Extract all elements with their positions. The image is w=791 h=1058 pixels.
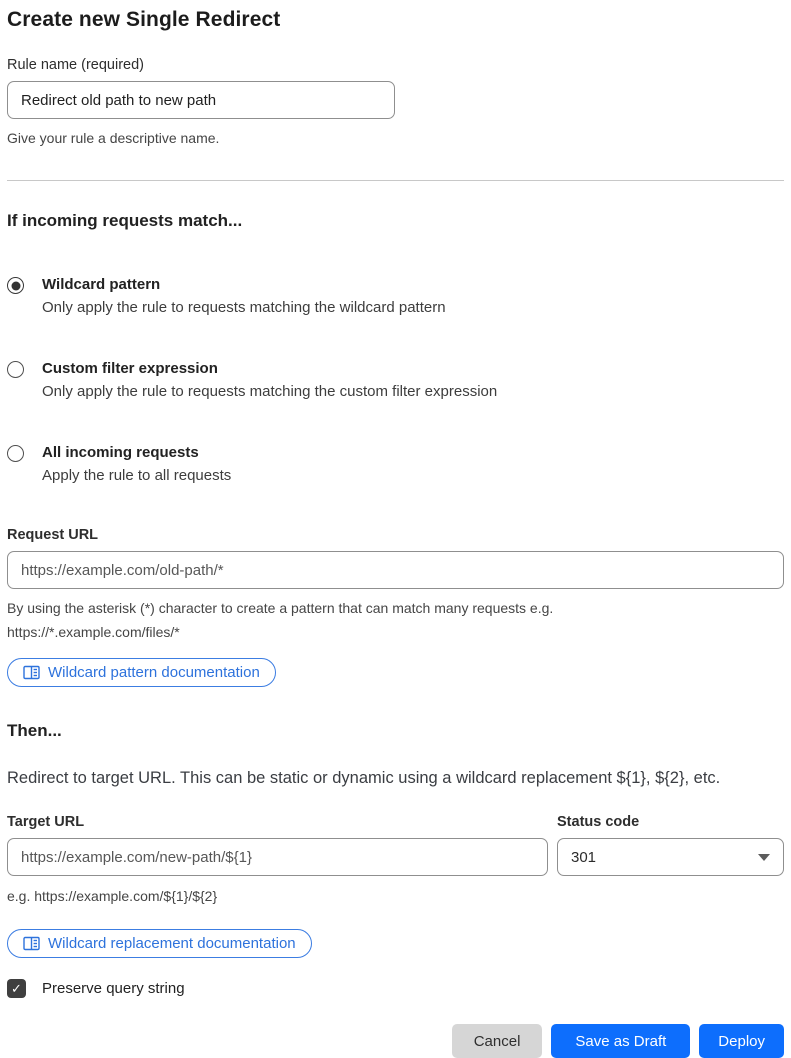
doc-button-label: Wildcard pattern documentation: [48, 664, 260, 681]
preserve-query-checkbox[interactable]: ✓: [7, 979, 26, 998]
preserve-query-row: [7, 979, 784, 998]
radio-label: Custom filter expression: [42, 360, 218, 377]
footer-actions: [7, 1024, 784, 1058]
radio-label: Wildcard pattern: [42, 276, 161, 293]
radio-option-custom-filter[interactable]: [7, 359, 784, 403]
target-row: [7, 788, 784, 908]
radio-button-icon[interactable]: [7, 445, 24, 462]
cancel-button[interactable]: Cancel: [452, 1024, 543, 1058]
target-url-input[interactable]: [7, 838, 548, 876]
status-code-label: Status code: [557, 814, 640, 830]
radio-description: Only apply the rule to requests matching the wildcard pattern: [42, 299, 446, 316]
radio-button-icon[interactable]: [7, 277, 24, 294]
request-url-label: Request URL: [7, 527, 99, 543]
request-url-helper-line1: By using the asterisk (*) character to create a pattern that can match many requests e.g.: [7, 600, 554, 616]
book-open-icon: [23, 936, 40, 951]
radio-option-all-requests[interactable]: [7, 443, 784, 487]
then-section-heading: Then...: [7, 721, 62, 740]
section-divider: [7, 180, 784, 181]
then-description: Redirect to target URL. This can be static or dynamic using a wildcard replacement ${1}, ${2}, etc.: [7, 769, 721, 787]
save-as-draft-button[interactable]: Save as Draft: [551, 1024, 690, 1058]
chevron-down-icon: [758, 854, 770, 861]
radio-label: All incoming requests: [42, 444, 199, 461]
radio-description: Apply the rule to all requests: [42, 467, 232, 484]
rule-name-input[interactable]: [7, 81, 395, 119]
wildcard-pattern-docs-button[interactable]: [7, 658, 276, 687]
doc-button-label: Wildcard replacement documentation: [48, 935, 296, 952]
wildcard-replacement-docs-button[interactable]: [7, 929, 312, 958]
status-code-value: 301: [571, 848, 597, 866]
page-title: Create new Single Redirect: [7, 8, 281, 31]
preserve-query-label: Preserve query string: [42, 980, 185, 997]
radio-option-wildcard-pattern[interactable]: [7, 275, 784, 319]
match-section-heading: If incoming requests match...: [7, 211, 243, 230]
target-url-helper: e.g. https://example.com/${1}/${2}: [7, 888, 218, 904]
deploy-button[interactable]: Deploy: [699, 1024, 784, 1058]
rule-name-helper: Give your rule a descriptive name.: [7, 130, 220, 146]
radio-button-icon[interactable]: [7, 361, 24, 378]
rule-name-label: Rule name (required): [7, 57, 145, 73]
request-url-helper-line2: https://*.example.com/files/*: [7, 624, 180, 640]
status-code-select[interactable]: [557, 838, 784, 876]
request-url-input[interactable]: [7, 551, 784, 589]
target-url-label: Target URL: [7, 814, 85, 830]
book-open-icon: [23, 665, 40, 680]
radio-description: Only apply the rule to requests matching the custom filter expression: [42, 383, 498, 400]
match-type-radio-group: [7, 275, 784, 487]
request-url-helper: [7, 596, 784, 644]
